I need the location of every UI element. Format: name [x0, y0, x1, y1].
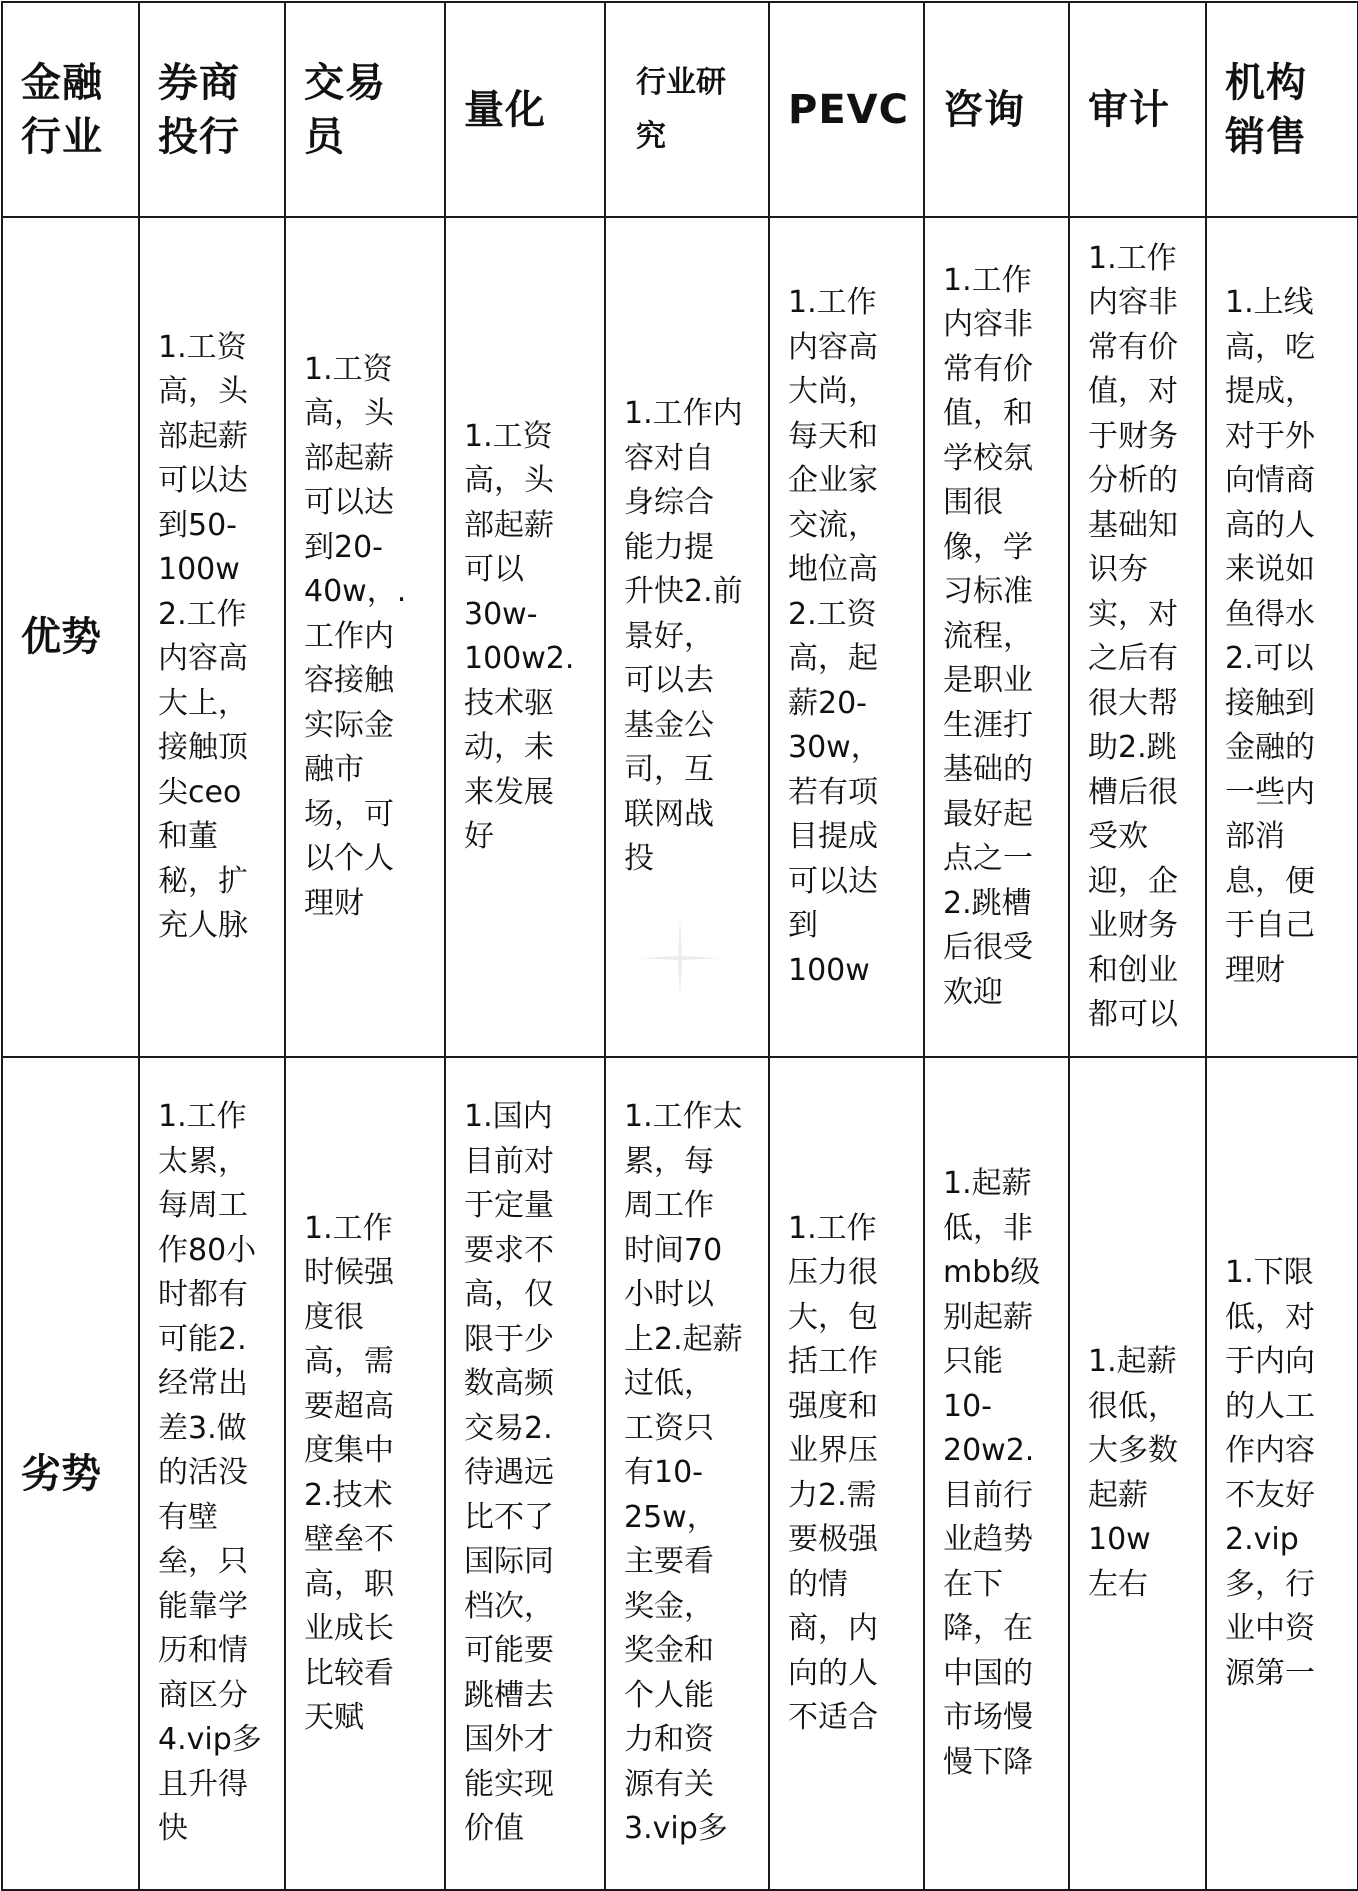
table-cell: 1.工作 压力很 大，包 括工作 强度和 业界压 力2.需 要极强 的情 商，内 向的人 不适合	[769, 1057, 924, 1890]
table-cell: 1.国内 目前对 于定量 要求不 高，仅 限于少 数高频 交易2. 待遇远 比不了 国际同 档次， 可能要 跳槽去 国外才 能实现 价值	[445, 1057, 605, 1890]
table-row-disadvantages	[2, 1057, 1358, 1890]
header-cell-industry-research: 行业研究	[605, 2, 769, 217]
table-cell: 1.工作 内容非 常有价 值，对 于财务 分析的 基础知 识夯 实，对 之后有 很大帮 助2.跳 槽后很 受欢 迎，企 业财务 和创业 都可以	[1069, 217, 1206, 1057]
table-cell: 1.工作 太累， 每周工 作80小 时都有 可能2. 经常出 差3.做 的活没 有壁 垒，只 能靠学 历和情 商区分 4.vip多 且升得 快	[139, 1057, 285, 1890]
table-cell: 1.工资 高，头 部起薪 可以达 到50- 100w 2.工作 内容高 大上， 接触顶 尖ceo 和董 秘，扩 充人脉	[139, 217, 285, 1057]
table-cell: 1.工作 内容高 大尚， 每天和 企业家 交流， 地位高 2.工资 高，起 薪20- 30w， 若有项 目提成 可以达 到 100w	[769, 217, 924, 1057]
table-cell: 1.工作内 容对自 身综合 能力提 升快2.前 景好， 可以去 基金公 司，互 联网战 投	[605, 217, 769, 1057]
header-cell-brokerage-ib: 券商 投行	[139, 2, 285, 217]
table-cell: 1.工资 高，头 部起薪 可以 30w- 100w2. 技术驱 动，未 来发展 好	[445, 217, 605, 1057]
table-cell: 1.下限 低，对 于内向 的人工 作内容 不友好 2.vip 多，行 业中资 源第一	[1206, 1057, 1358, 1890]
table-cell: 1.起薪 低，非 mbb级 别起薪 只能 10- 20w2. 目前行 业趋势 在下 降，在 中国的 市场慢 慢下降	[924, 1057, 1069, 1890]
header-cell-quant: 量化	[445, 2, 605, 217]
header-cell-audit: 审计	[1069, 2, 1206, 217]
header-cell-trader: 交易员	[285, 2, 445, 217]
table-cell: 1.工作 内容非 常有价 值，和 学校氛 围很 像，学 习标准 流程， 是职业 生涯打 基础的 最好起 点之一 2.跳槽 后很受 欢迎	[924, 217, 1069, 1057]
header-cell-consulting: 咨询	[924, 2, 1069, 217]
table-cell: 1.工作 时候强 度很 高，需 要超高 度集中 2.技术 壁垒不 高，职 业成长 比较看 天赋	[285, 1057, 445, 1890]
table-header-row	[2, 2, 1358, 217]
table-cell: 1.工作太 累，每 周工作 时间70 小时以 上2.起薪 过低， 工资只 有10- 25w， 主要看 奖金， 奖金和 个人能 力和资 源有关 3.vip多	[605, 1057, 769, 1890]
header-cell-institutional-sales: 机构 销售	[1206, 2, 1358, 217]
row-label-disadvantages: 劣势	[2, 1057, 139, 1890]
row-label-advantages: 优势	[2, 217, 139, 1057]
table-cell: 1.工资 高，头 部起薪 可以达 到20- 40w，. 工作内 容接触 实际金 融市 场，可 以个人 理财	[285, 217, 445, 1057]
table-row-advantages	[2, 217, 1358, 1057]
finance-industry-comparison-table	[1, 1, 1358, 1891]
table-cell: 1.起薪 很低， 大多数 起薪 10w 左右	[1069, 1057, 1206, 1890]
header-cell-industry: 金融 行业	[2, 2, 139, 217]
header-cell-pevc: PEVC	[769, 2, 924, 217]
table-cell: 1.上线 高，吃 提成， 对于外 向情商 高的人 来说如 鱼得水 2.可以 接触到 金融的 一些内 部消 息，便 于自己 理财	[1206, 217, 1358, 1057]
